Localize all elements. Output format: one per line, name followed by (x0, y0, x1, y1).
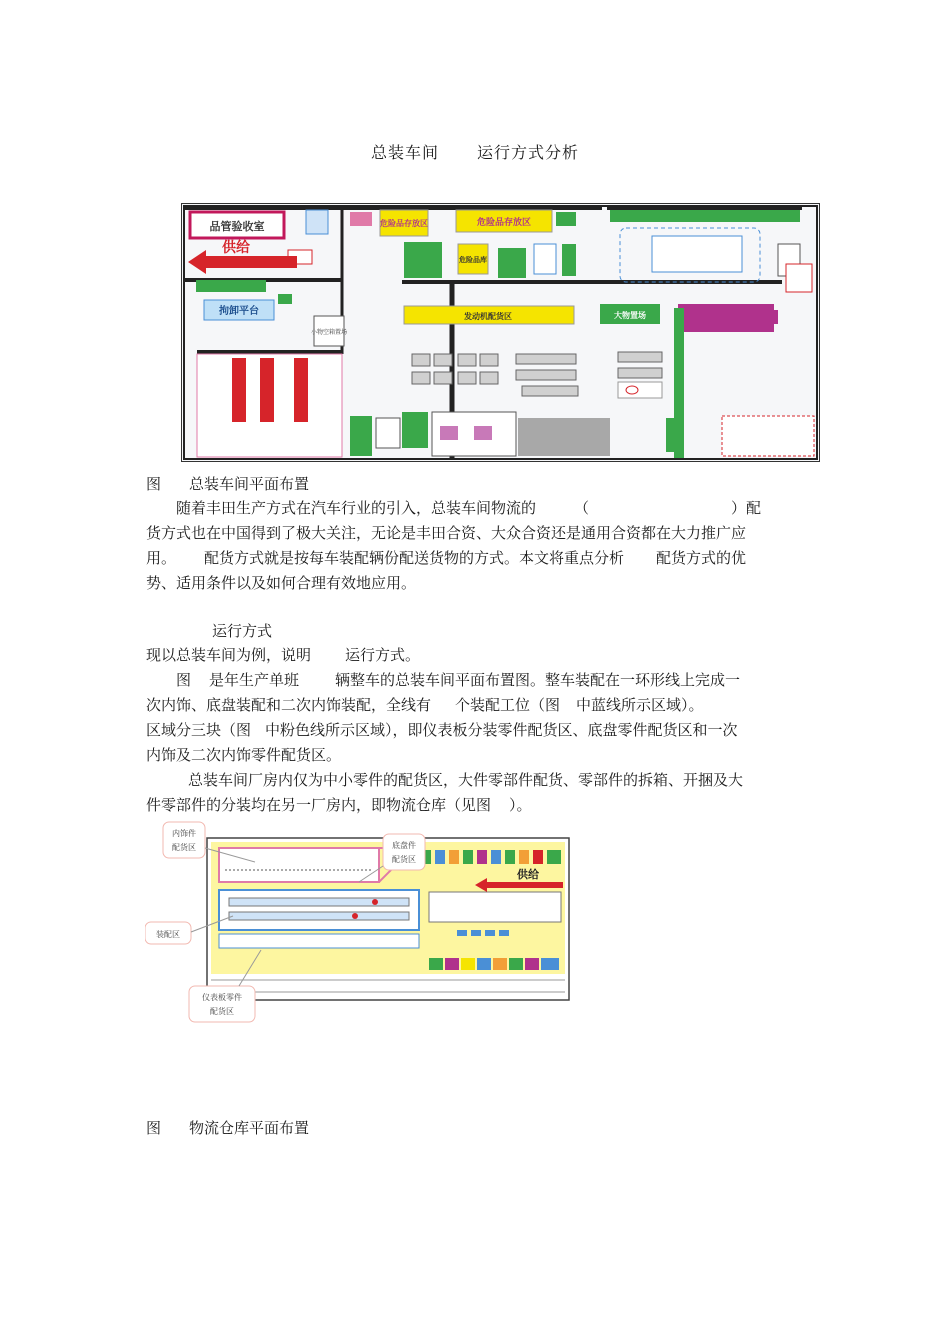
paragraph-2 (146, 643, 812, 818)
title-part2: 运行方式分析 (477, 143, 580, 162)
svg-text:配货区: 配货区 (392, 855, 416, 864)
p3-line3: 区域分三块（图 中粉色线所示区域），即仪表板分装零件配货区、底盘零件配货区和一次 (146, 721, 738, 739)
p1-line4: 势、适用条件以及如何合理有效地应用。 (146, 574, 417, 592)
fig2-supply-label: 供给 (517, 868, 539, 881)
svg-text:装配区: 装配区 (156, 930, 180, 939)
large-parts-label: 大物置场 (614, 311, 646, 320)
figure2-caption-text: 物流仓库平面布置 (189, 1119, 310, 1137)
figure2-caption-prefix: 图 (146, 1119, 162, 1137)
svg-text:配货区: 配货区 (172, 843, 196, 852)
danger-storage-2-label: 危险品存放区 (476, 218, 532, 228)
receiving-label: 品管验收室 (209, 220, 265, 233)
danger-storage-1-label: 危险品存放区 (380, 219, 428, 228)
paragraph-1 (146, 496, 812, 596)
p1-line2: 货方式也在中国得到了极大关注，无论是丰田合资、大众合资还是通用合资都在大力推广应 (146, 524, 747, 542)
danger-goods-label: 危险品库 (459, 256, 487, 264)
svg-text:底盘件: 底盘件 (392, 841, 416, 850)
svg-text:内饰件: 内饰件 (172, 829, 196, 838)
p1-line3: 用。 配货方式就是按每车装配辆份配送货物的方式。本文将重点分析 配货方式的优 (146, 549, 747, 567)
p1-line1: 随着丰田生产方式在汽车行业的引入，总装车间物流的 （ ）配 (176, 499, 762, 517)
p4-line2: 件零部件的分装均在另一厂房内，即物流仓库（见图 ）。 (146, 796, 532, 814)
platform-label: 拘卸平台 (219, 306, 259, 317)
figure1-caption (146, 473, 337, 494)
figure2-caption (146, 1117, 337, 1138)
page-title (0, 140, 950, 163)
figure1-caption-text: 总装车间平面布置 (189, 475, 310, 493)
small-parts-label: 小物空箱置场 (310, 329, 348, 336)
figure1-caption-prefix: 图 (146, 475, 162, 493)
supply-arrow-body (202, 256, 297, 268)
assembly-layout-diagram (182, 204, 819, 461)
svg-text:配货区: 配货区 (210, 1007, 234, 1016)
svg-text:仪表板零件: 仪表板零件 (202, 993, 242, 1002)
engine-label: 发动机配货区 (464, 312, 512, 321)
supply-label: 供给 (222, 240, 250, 256)
section-heading: 运行方式 (212, 622, 273, 640)
warehouse-layout-diagram (145, 820, 573, 1026)
p3-line4: 内饰及二次内饰零件配货区。 (146, 746, 342, 764)
supply-arrow-head (188, 250, 206, 274)
p2-line1: 现以总装车间为例，说明 运行方式。 (146, 646, 421, 664)
p4-line1: 总装车间厂房内仅为中小零件的配货区，大件零部件配货、零部件的拆箱、开捆及大 (188, 771, 744, 789)
p3-line2: 次内饰、底盘装配和二次内饰装配，全线有 个装配工位（图 中蓝线所示区域）。 (146, 696, 704, 714)
danger-goods-area (404, 242, 442, 278)
title-part1: 总装车间 (370, 143, 439, 162)
figure-warehouse-layout (145, 820, 573, 1026)
figure-assembly-layout (181, 203, 820, 462)
p3-line1: 图 是年生产单班 辆整车的总装车间平面布置图。整车装配在一环形线上完成一 (176, 671, 741, 689)
